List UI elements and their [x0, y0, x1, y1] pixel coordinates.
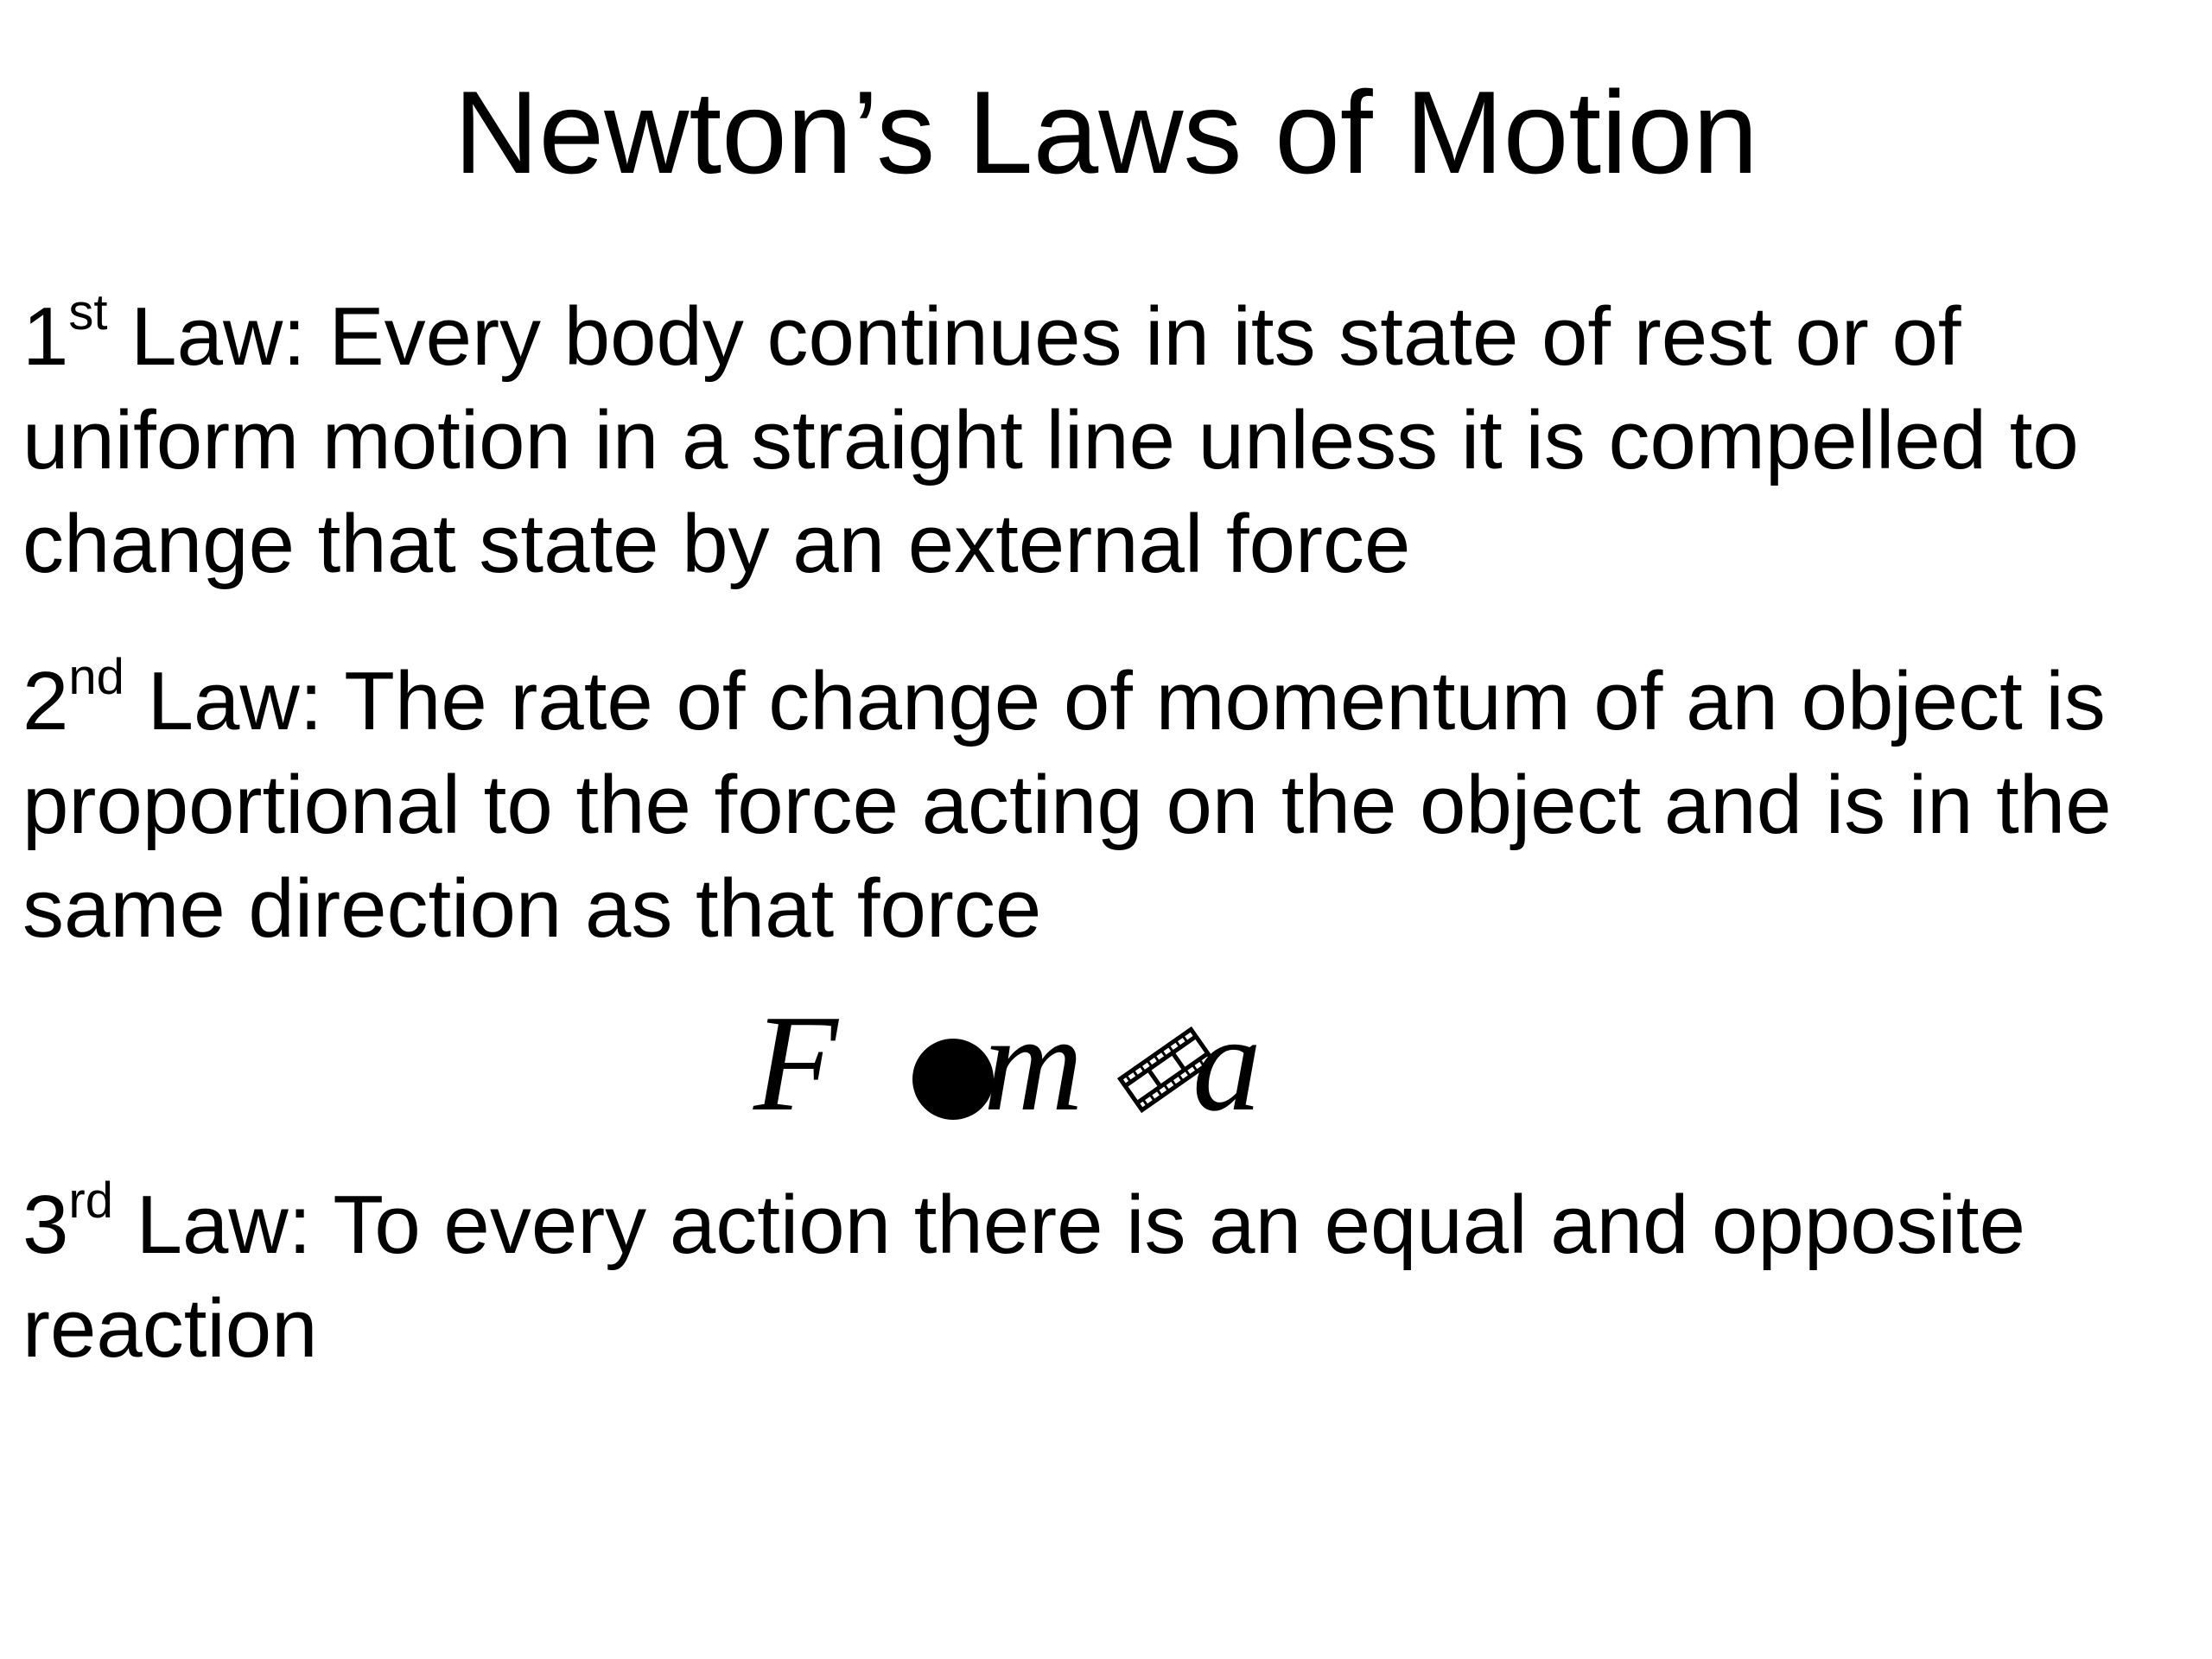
equation-mass-symbol: m [983, 986, 1084, 1140]
second-law-ordinal-suffix: nd [68, 649, 124, 705]
second-law-text: Law: The rate of change of momentum of an object is proportional to the force acting on the object and is in the same direction as that force [22, 655, 2112, 955]
slide-title: Newton’s Laws of Motion [454, 67, 1758, 198]
equation-force-symbol: F [753, 986, 838, 1140]
filled-circle-icon [912, 1039, 994, 1120]
first-law-paragraph [22, 285, 2191, 596]
force-equation [743, 985, 1296, 1141]
second-law-number: 2 [22, 655, 69, 747]
first-law-text: Law: Every body continues in its state of rest or of uniform motion in a straight line unless it is compelled to change that state by an external force [22, 290, 2079, 590]
third-law-text: Law: To every action there is an equal and opposite reaction [22, 1179, 2025, 1375]
first-law-number: 1 [22, 290, 69, 383]
first-law-ordinal-suffix: st [68, 284, 108, 340]
second-law-paragraph [22, 650, 2191, 961]
third-law-paragraph [22, 1173, 2191, 1381]
third-law-ordinal-suffix: rd [68, 1173, 113, 1229]
equation-acceleration-symbol: a [1192, 986, 1262, 1140]
third-law-number: 3 [22, 1179, 69, 1271]
